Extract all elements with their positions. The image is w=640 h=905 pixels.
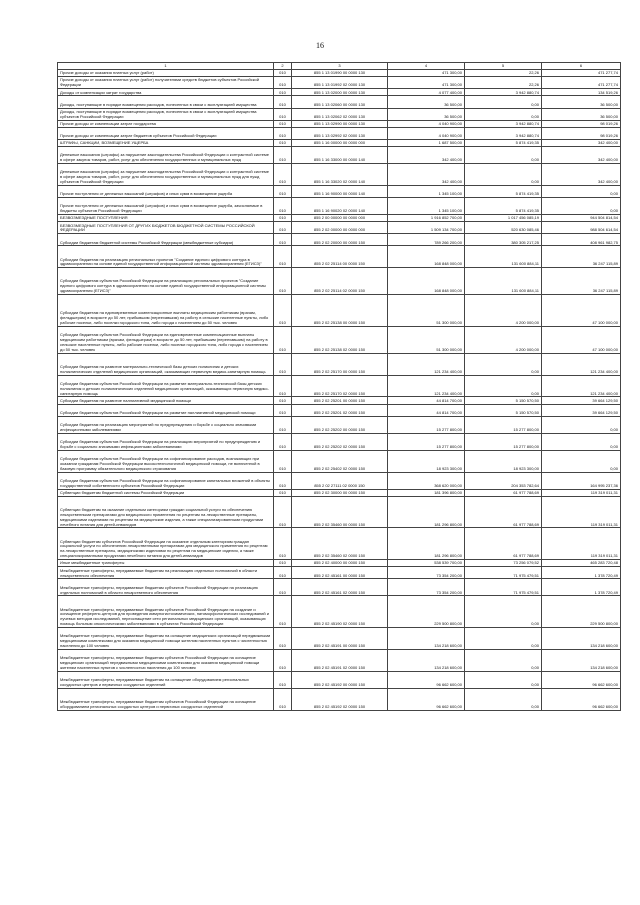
executed-amount-cell: 3 942 880,74 (465, 127, 542, 139)
row-name-cell: Денежные взыскания (штрафы) за нарушение законодательства Российской Федерации о контрактной системе в сфере закупок товаров, работ, услуг для обеспечения государственных и муниципальных нужд (58, 147, 274, 164)
approved-plan-cell: 168 848 000,00 (388, 268, 465, 295)
approved-plan-cell: 96 662 600,00 (388, 688, 465, 710)
budget-classification-code-cell: 855 2 02 25201 02 0000 150 (292, 404, 388, 416)
approved-plan-cell: 181 296 800,00 (388, 528, 465, 560)
executed-amount-cell: 5 150 570,50 (465, 397, 542, 404)
unexecuted-amount-cell: 36 247 115,89 (542, 246, 621, 268)
approved-plan-cell: 36 500,00 (388, 108, 465, 120)
row-name-cell: Иные межбюджетные трансферты (58, 560, 274, 567)
budget-classification-code-cell: 855 1 13 02060 00 0000 130 (292, 96, 388, 108)
row-name-cell: Субсидии бюджетам субъектов Российской Федерации на развитие материально-технической базы детских поликлиник и детских поликлинических отделений медицинских организаций, оказывающих первичную медико-санитарную помощь (58, 375, 274, 397)
executed-amount-cell: 3 942 880,74 (465, 89, 542, 96)
table-row (58, 96, 621, 108)
approved-plan-cell: 134 218 600,00 (388, 628, 465, 650)
row-code-cell: 010 (274, 688, 292, 710)
executed-amount-cell: 0,00 (465, 688, 542, 710)
row-name-cell: Субсидии бюджетам субъектов Российской Федерации на реализацию региональных проектов "Создание единого цифрового контура в здравоохранении на основе единой государственной информационной системы здравоохранения (ЕГИСЗ)" (58, 268, 274, 295)
budget-classification-code-cell: 855 1 16 90020 02 0000 140 (292, 198, 388, 215)
approved-plan-cell: 342 400,00 (388, 147, 465, 164)
budget-classification-code-cell: 855 2 00 00000 00 0000 000 (292, 215, 388, 222)
row-code-cell: 010 (274, 186, 292, 198)
unexecuted-amount-cell: 98 019,26 (542, 127, 621, 139)
table-row (58, 416, 621, 433)
row-code-cell: 010 (274, 567, 292, 579)
row-name-cell: Субсидии бюджетам бюджетной системы Российской Федерации (межбюджетные субсидии) (58, 234, 274, 246)
unexecuted-amount-cell: 121 234 400,00 (542, 375, 621, 397)
approved-plan-cell: 44 814 700,00 (388, 404, 465, 416)
unexecuted-amount-cell: 134 218 600,00 (542, 650, 621, 672)
unexecuted-amount-cell: 342 400,00 (542, 139, 621, 146)
executed-amount-cell: 0,00 (465, 650, 542, 672)
row-code-cell: 010 (274, 295, 292, 327)
budget-classification-code-cell: 855 2 02 25201 00 0000 150 (292, 397, 388, 404)
row-name-cell: БЕЗВОЗМЕЗДНЫЕ ПОСТУПЛЕНИЯ ОТ ДРУГИХ БЮДЖЕТОВ БЮДЖЕТНОЙ СИСТЕМЫ РОССИЙСКОЙ ФЕДЕРАЦИИ (58, 222, 274, 234)
unexecuted-amount-cell: 0,00 (542, 198, 621, 215)
row-name-cell: Межбюджетные трансферты, передаваемые бюджетам субъектов Российской Федерации на создание и оснащение референс-центров для проведения иммуногистохимических, патоморфологических исследований и лучевых методов исследований, переоснащение сети региональных медицинских организаций, оказывающих помощь больным онкологическими заболеваниями в субъектах Российской Федерации (58, 596, 274, 628)
approved-plan-cell: 44 814 700,00 (388, 397, 465, 404)
approved-plan-cell: 18 923 300,00 (388, 450, 465, 472)
table-row (58, 404, 621, 416)
table-row (58, 397, 621, 404)
budget-classification-code-cell: 855 1 13 02062 02 0000 130 (292, 108, 388, 120)
column-header: 6 (542, 63, 621, 70)
row-name-cell: Субсидии бюджетам на реализацию региональных проектов "Создание единого цифрового контура в здравоохранении на основе единой государственной информационной системы здравоохранения (ЕГИСЗ)" (58, 246, 274, 268)
executed-amount-cell: 61 977 788,69 (465, 489, 542, 496)
budget-classification-code-cell: 855 2 02 25114 02 0000 150 (292, 268, 388, 295)
executed-amount-cell: 73 256 079,52 (465, 560, 542, 567)
budget-classification-code-cell: 855 1 13 02000 00 0000 130 (292, 89, 388, 96)
row-code-cell: 010 (274, 198, 292, 215)
unexecuted-amount-cell: 96 662 600,00 (542, 688, 621, 710)
approved-plan-cell: 342 400,00 (388, 164, 465, 186)
row-name-cell: Субсидии бюджетам на развитие паллиативной медицинской помощи (58, 397, 274, 404)
budget-classification-code-cell: 855 1 16 33020 02 0000 140 (292, 164, 388, 186)
approved-plan-cell: 51 300 000,00 (388, 295, 465, 327)
unexecuted-amount-cell: 164 995 237,36 (542, 472, 621, 489)
unexecuted-amount-cell: 0,00 (542, 433, 621, 450)
row-name-cell: Межбюджетные трансферты, передаваемые бюджетам на оснащение медицинских организаций передвижными медицинскими комплексами для оказания медицинской помощи жителям населенных пунктов с численностью населения до 100 человек (58, 628, 274, 650)
unexecuted-amount-cell: 134 519,26 (542, 89, 621, 96)
unexecuted-amount-cell: 36 247 115,89 (542, 268, 621, 295)
budget-classification-code-cell: 855 2 02 45192 00 0000 150 (292, 671, 388, 688)
executed-amount-cell: 71 975 479,51 (465, 567, 542, 579)
budget-classification-code-cell: 855 1 13 01992 02 0000 130 (292, 77, 388, 89)
row-code-cell: 010 (274, 496, 292, 528)
budget-classification-code-cell: 855 1 13 01990 00 0000 130 (292, 70, 388, 77)
budget-classification-code-cell: 855 2 02 25138 00 0000 150 (292, 295, 388, 327)
row-name-cell: Субвенции бюджетам на оказание отдельным категориям граждан социальной услуги по обеспечению лекарственными препаратами для медицинского применения по рецептам на лекарственные препараты, медицинскими изделиями по рецептам на медицинские изделия, а также специализированными продуктами лечебного питания для детей-инвалидов (58, 496, 274, 528)
unexecuted-amount-cell: 119 319 011,31 (542, 489, 621, 496)
row-name-cell: Субсидии бюджетам на реализацию мероприятий по предупреждению и борьбе с социально значимыми инфекционными заболеваниями (58, 416, 274, 433)
approved-plan-cell: 51 300 000,00 (388, 326, 465, 353)
row-code-cell: 010 (274, 108, 292, 120)
row-code-cell: 010 (274, 127, 292, 139)
executed-amount-cell: 5 874 419,35 (465, 198, 542, 215)
table-row (58, 198, 621, 215)
row-code-cell: 010 (274, 397, 292, 404)
executed-amount-cell: 5 874 419,35 (465, 186, 542, 198)
approved-plan-cell: 471 300,00 (388, 70, 465, 77)
executed-amount-cell: 0,00 (465, 375, 542, 397)
row-name-cell: Субвенции бюджетам бюджетной системы Российской Федерации (58, 489, 274, 496)
table-row (58, 528, 621, 560)
budget-classification-code-cell: 855 1 16 90000 00 0000 140 (292, 186, 388, 198)
unexecuted-amount-cell: 96 662 600,00 (542, 671, 621, 688)
budget-classification-code-cell: 855 2 02 25114 00 0000 150 (292, 246, 388, 268)
row-name-cell: Межбюджетные трансферты, передаваемые бюджетам субъектов Российской Федерации на оснащение оборудованием региональных сосудистых центров и первичных сосудистых отделений (58, 688, 274, 710)
unexecuted-amount-cell: 0,00 (542, 450, 621, 472)
row-name-cell: Доходы от компенсации затрат государства (58, 89, 274, 96)
row-code-cell: 010 (274, 489, 292, 496)
executed-amount-cell: 3 942 880,74 (465, 120, 542, 127)
table-row (58, 353, 621, 375)
row-code-cell: 010 (274, 560, 292, 567)
table-row (58, 567, 621, 579)
table-row (58, 139, 621, 146)
row-code-cell: 010 (274, 164, 292, 186)
table-row (58, 326, 621, 353)
table-row (58, 560, 621, 567)
row-code-cell: 010 (274, 375, 292, 397)
budget-classification-code-cell: 855 2 02 45191 02 0000 150 (292, 650, 388, 672)
table-row (58, 234, 621, 246)
table-row (58, 472, 621, 489)
unexecuted-amount-cell: 1 378 720,49 (542, 579, 621, 596)
approved-plan-cell: 73 354 200,00 (388, 579, 465, 596)
budget-classification-code-cell: 855 2 02 45192 02 0000 150 (292, 688, 388, 710)
table-row (58, 108, 621, 120)
unexecuted-amount-cell: 121 234 400,00 (542, 353, 621, 375)
row-name-cell: Денежные взыскания (штрафы) за нарушение законодательства Российской Федерации о контрактной системе в сфере закупок товаров, работ, услуг для обеспечения государственных и муниципальных нужд для нужд субъектов Российской Федерации (58, 164, 274, 186)
row-name-cell: Доходы, поступающие в порядке возмещения расходов, понесенных в связи с эксплуатацией имущества (58, 96, 274, 108)
table-row (58, 688, 621, 710)
row-code-cell: 010 (274, 579, 292, 596)
budget-classification-code-cell: 855 1 13 02990 00 0000 130 (292, 120, 388, 127)
approved-plan-cell: 15 277 800,00 (388, 416, 465, 433)
row-name-cell: Межбюджетные трансферты, передаваемые бюджетам субъектов Российской Федерации на оснащение медицинских организаций передвижными медицинскими комплексами для оказания медицинской помощи жителям населенных пунктов с численностью населения до 100 человек (58, 650, 274, 672)
column-header: 1 (58, 63, 274, 70)
table-body (58, 63, 621, 711)
row-code-cell: 010 (274, 89, 292, 96)
budget-classification-code-cell: 855 1 16 33000 00 0000 140 (292, 147, 388, 164)
unexecuted-amount-cell: 119 319 011,31 (542, 496, 621, 528)
row-code-cell: 010 (274, 96, 292, 108)
row-name-cell: Межбюджетные трансферты, передаваемые бюджетам на реализацию отдельных полномочий в области лекарственного обеспечения (58, 567, 274, 579)
budget-classification-code-cell: 855 2 02 27111 02 0000 150 (292, 472, 388, 489)
row-code-cell: 010 (274, 77, 292, 89)
executed-amount-cell: 204 353 782,64 (465, 472, 542, 489)
unexecuted-amount-cell: 0,00 (542, 186, 621, 198)
unexecuted-amount-cell: 471 277,74 (542, 77, 621, 89)
row-name-cell: Субсидии бюджетам субъектов Российской Федерации на софинансирование капитальных вложений в объекты государственной собственности субъектов Российской Федерации (58, 472, 274, 489)
budget-classification-code-cell: 855 2 02 25202 00 0000 150 (292, 416, 388, 433)
row-code-cell: 010 (274, 433, 292, 450)
row-name-cell: Субсидии бюджетам субъектов Российской Федерации на реализацию мероприятий по предупреждению и борьбе с социально значимыми инфекционными заболеваниями (58, 433, 274, 450)
row-name-cell: Доходы, поступающие в порядке возмещения расходов, понесенных в связи с эксплуатацией имущества субъектов Российской Федерации (58, 108, 274, 120)
approved-plan-cell: 1 509 134 700,00 (388, 222, 465, 234)
row-name-cell: ШТРАФЫ, САНКЦИИ, ВОЗМЕЩЕНИЕ УЩЕРБА (58, 139, 274, 146)
column-header: 5 (465, 63, 542, 70)
row-name-cell: Субсидии бюджетам субъектов Российской Федерации на развитие паллиативной медицинской помощи (58, 404, 274, 416)
executed-amount-cell: 15 277 800,00 (465, 416, 542, 433)
executed-amount-cell: 4 200 000,00 (465, 326, 542, 353)
budget-classification-code-cell: 855 1 16 00000 00 0000 000 (292, 139, 388, 146)
unexecuted-amount-cell: 36 500,00 (542, 108, 621, 120)
table-row (58, 77, 621, 89)
budget-classification-code-cell: 855 2 02 25202 02 0000 150 (292, 433, 388, 450)
unexecuted-amount-cell: 119 319 011,31 (542, 528, 621, 560)
table-row (58, 222, 621, 234)
executed-amount-cell: 131 600 884,11 (465, 268, 542, 295)
executed-amount-cell: 0,00 (465, 96, 542, 108)
executed-amount-cell: 0,00 (465, 108, 542, 120)
approved-plan-cell: 471 300,00 (388, 77, 465, 89)
row-name-cell: Прочие доходы от оказания платных услуг (работ) получателями средств бюджетов субъектов Российской Федерации (58, 77, 274, 89)
approved-plan-cell: 368 620 000,00 (388, 472, 465, 489)
row-name-cell: Прочие доходы от компенсации затрат государства (58, 120, 274, 127)
unexecuted-amount-cell: 36 500,00 (542, 96, 621, 108)
unexecuted-amount-cell: 988 504 614,54 (542, 222, 621, 234)
budget-classification-code-cell: 855 2 02 30000 00 0000 150 (292, 489, 388, 496)
row-code-cell: 010 (274, 234, 292, 246)
approved-plan-cell: 181 396 800,00 (388, 489, 465, 496)
row-code-cell: 010 (274, 353, 292, 375)
unexecuted-amount-cell: 0,00 (542, 416, 621, 433)
budget-execution-table (57, 62, 621, 711)
page-number: 16 (316, 41, 324, 50)
executed-amount-cell: 5 874 419,35 (465, 139, 542, 146)
budget-classification-code-cell: 855 2 02 45161 02 0000 150 (292, 579, 388, 596)
approved-plan-cell: 36 500,00 (388, 96, 465, 108)
unexecuted-amount-cell: 98 019,26 (542, 120, 621, 127)
row-code-cell: 010 (274, 268, 292, 295)
budget-classification-code-cell: 855 2 02 25138 02 0000 150 (292, 326, 388, 353)
executed-amount-cell: 1 017 456 085,19 (465, 215, 542, 222)
executed-amount-cell: 131 600 884,11 (465, 246, 542, 268)
row-name-cell: Субвенции бюджетам субъектов Российской Федерации на оказание отдельным категориям граждан социальной услуги по обеспечению лекарственными препаратами для медицинского применения по рецептам на лекарственные препараты, медицинскими изделиями по рецептам на медицинские изделия, а также специализированными продуктами лечебного питания для детей-инвалидов (58, 528, 274, 560)
approved-plan-cell: 73 354 200,00 (388, 567, 465, 579)
table-row (58, 164, 621, 186)
row-name-cell: Субсидии бюджетам субъектов Российской Федерации на софинансирование расходов, возникающих при оказании гражданам Российской Федерации высокотехнологичной медицинской помощи, не включенной в базовую программу обязательного медицинского страхования (58, 450, 274, 472)
budget-classification-code-cell: 855 2 02 40000 00 0000 150 (292, 560, 388, 567)
row-code-cell: 010 (274, 246, 292, 268)
unexecuted-amount-cell: 342 400,00 (542, 164, 621, 186)
row-code-cell: 010 (274, 416, 292, 433)
row-name-cell: Прочие поступления от денежных взысканий (штрафов) и иных сумм в возмещение ущерба, зачисляемые в бюджеты субъектов Российской Федерации (58, 198, 274, 215)
row-code-cell: 010 (274, 596, 292, 628)
approved-plan-cell: 4 040 900,00 (388, 120, 465, 127)
approved-plan-cell: 168 848 000,00 (388, 246, 465, 268)
approved-plan-cell: 181 296 800,00 (388, 496, 465, 528)
row-code-cell: 010 (274, 450, 292, 472)
row-code-cell: 010 (274, 472, 292, 489)
row-code-cell: 010 (274, 147, 292, 164)
executed-amount-cell: 22,26 (465, 77, 542, 89)
budget-classification-code-cell: 855 2 02 25170 00 0000 150 (292, 353, 388, 375)
budget-classification-code-cell: 855 1 13 02992 02 0000 130 (292, 127, 388, 139)
column-header: 3 (292, 63, 388, 70)
unexecuted-amount-cell: 1 378 720,49 (542, 567, 621, 579)
unexecuted-amount-cell: 471 277,74 (542, 70, 621, 77)
row-code-cell: 010 (274, 528, 292, 560)
row-name-cell: Прочие доходы от оказания платных услуг (работ) (58, 70, 274, 77)
row-name-cell: Субсидии бюджетам субъектов Российской Федерации на единовременные компенсационные выплаты медицинским работникам (врачам, фельдшерам) в возрасте до 50 лет, прибывшим (переехавшим) на работу в сельские населенные пункты, либо рабочие поселки, либо поселки городского типа, либо города с населением до 50 тыс. человек (58, 326, 274, 353)
row-code-cell: 010 (274, 70, 292, 77)
approved-plan-cell: 538 539 700,00 (388, 560, 465, 567)
executed-amount-cell: 61 977 788,69 (465, 496, 542, 528)
row-name-cell: Межбюджетные трансферты, передаваемые бюджетам субъектов Российской Федерации на реализацию отдельных полномочий в области лекарственного обеспечения (58, 579, 274, 596)
unexecuted-amount-cell: 39 664 129,50 (542, 397, 621, 404)
row-name-cell: БЕЗВОЗМЕЗДНЫЕ ПОСТУПЛЕНИЯ (58, 215, 274, 222)
row-code-cell: 010 (274, 326, 292, 353)
executed-amount-cell: 0,00 (465, 353, 542, 375)
executed-amount-cell: 0,00 (465, 628, 542, 650)
unexecuted-amount-cell: 944 504 814,54 (542, 215, 621, 222)
table-row (58, 650, 621, 672)
approved-plan-cell: 134 218 600,00 (388, 650, 465, 672)
executed-amount-cell: 0,00 (465, 596, 542, 628)
unexecuted-amount-cell: 134 218 600,00 (542, 628, 621, 650)
unexecuted-amount-cell: 47 100 000,00 (542, 295, 621, 327)
unexecuted-amount-cell: 47 100 000,00 (542, 326, 621, 353)
unexecuted-amount-cell: 39 664 129,50 (542, 404, 621, 416)
table-row (58, 579, 621, 596)
row-code-cell: 010 (274, 139, 292, 146)
executed-amount-cell: 4 200 000,00 (465, 295, 542, 327)
row-code-cell: 010 (274, 628, 292, 650)
approved-plan-cell: 4 040 900,00 (388, 127, 465, 139)
approved-plan-cell: 1 916 852 700,00 (388, 215, 465, 222)
approved-plan-cell: 15 277 800,00 (388, 433, 465, 450)
row-name-cell: Межбюджетные трансферты, передаваемые бюджетам на оснащение оборудованием региональных сосудистых центров и первичных сосудистых отделений (58, 671, 274, 688)
approved-plan-cell: 96 662 600,00 (388, 671, 465, 688)
row-code-cell: 010 (274, 120, 292, 127)
executed-amount-cell: 0,00 (465, 164, 542, 186)
approved-plan-cell: 789 266 200,00 (388, 234, 465, 246)
table-row (58, 375, 621, 397)
budget-classification-code-cell: 855 2 02 25170 02 0000 150 (292, 375, 388, 397)
budget-classification-code-cell: 855 2 02 45191 00 0000 150 (292, 628, 388, 650)
table-row (58, 433, 621, 450)
table-row (58, 450, 621, 472)
table-row (58, 268, 621, 295)
row-name-cell: Прочие поступления от денежных взысканий (штрафов) и иных сумм в возмещение ущерба (58, 186, 274, 198)
row-code-cell: 010 (274, 222, 292, 234)
unexecuted-amount-cell: 229 500 800,00 (542, 596, 621, 628)
table-row (58, 215, 621, 222)
executed-amount-cell: 71 975 479,51 (465, 579, 542, 596)
executed-amount-cell: 380 305 217,25 (465, 234, 542, 246)
budget-classification-code-cell: 855 2 02 45161 00 0000 150 (292, 567, 388, 579)
executed-amount-cell: 5 150 570,50 (465, 404, 542, 416)
row-code-cell: 010 (274, 215, 292, 222)
column-header: 4 (388, 63, 465, 70)
table-row (58, 596, 621, 628)
table-row (58, 246, 621, 268)
budget-classification-code-cell: 855 2 02 35460 02 0000 150 (292, 528, 388, 560)
budget-classification-code-cell: 855 2 02 35460 00 0000 150 (292, 496, 388, 528)
unexecuted-amount-cell: 408 961 982,75 (542, 234, 621, 246)
row-code-cell: 010 (274, 404, 292, 416)
table-row (58, 70, 621, 77)
table-row (58, 489, 621, 496)
approved-plan-cell: 1 687 500,00 (388, 139, 465, 146)
approved-plan-cell: 121 234 400,00 (388, 353, 465, 375)
approved-plan-cell: 1 345 100,00 (388, 198, 465, 215)
budget-classification-code-cell: 855 2 02 25402 02 0000 150 (292, 450, 388, 472)
unexecuted-amount-cell: 465 283 720,48 (542, 560, 621, 567)
column-number-row (58, 63, 621, 70)
executed-amount-cell: 0,00 (465, 147, 542, 164)
executed-amount-cell: 61 977 788,69 (465, 528, 542, 560)
approved-plan-cell: 4 077 400,00 (388, 89, 465, 96)
row-name-cell: Субсидии бюджетам на развитие материально-технической базы детских поликлиник и детских поликлинических отделений медицинских организаций, оказывающих первичную медико-санитарную помощь (58, 353, 274, 375)
column-header: 2 (274, 63, 292, 70)
executed-amount-cell: 15 277 800,00 (465, 433, 542, 450)
row-name-cell: Прочие доходы от компенсации затрат бюджетов субъектов Российской Федерации (58, 127, 274, 139)
unexecuted-amount-cell: 342 400,00 (542, 147, 621, 164)
table-row (58, 120, 621, 127)
row-code-cell: 010 (274, 650, 292, 672)
table-row (58, 671, 621, 688)
approved-plan-cell: 1 345 100,00 (388, 186, 465, 198)
table-row (58, 186, 621, 198)
table-row (58, 127, 621, 139)
executed-amount-cell: 18 923 300,00 (465, 450, 542, 472)
table-row (58, 89, 621, 96)
row-code-cell: 010 (274, 671, 292, 688)
executed-amount-cell: 22,26 (465, 70, 542, 77)
executed-amount-cell: 520 630 085,46 (465, 222, 542, 234)
approved-plan-cell: 121 234 400,00 (388, 375, 465, 397)
table-row (58, 295, 621, 327)
table-row (58, 496, 621, 528)
budget-classification-code-cell: 855 2 02 00000 00 0000 000 (292, 222, 388, 234)
budget-classification-code-cell: 855 2 02 45190 02 0000 150 (292, 596, 388, 628)
row-name-cell: Субсидии бюджетам на единовременные компенсационные выплаты медицинским работникам (врачам, фельдшерам) в возрасте до 50 лет, прибывшим (переехавшим) на работу в сельские населенные пункты, либо рабочие поселки, либо поселки городского типа, либо города с населением до 50 тыс. человек (58, 295, 274, 327)
table-row (58, 147, 621, 164)
approved-plan-cell: 229 500 800,00 (388, 596, 465, 628)
executed-amount-cell: 0,00 (465, 671, 542, 688)
budget-classification-code-cell: 855 2 02 20000 00 0000 150 (292, 234, 388, 246)
table-row (58, 628, 621, 650)
